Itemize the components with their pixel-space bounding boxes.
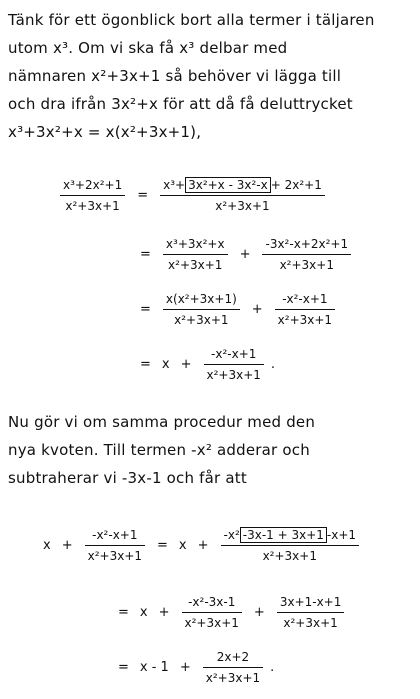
fraction: $\frac{\text{x³+ 3x²+x - 3x²-x + 2x²+1}}{\text{x²+3x+1}}$: [160, 178, 325, 213]
equation-row-3: = $\frac{\text{x(x²+3x+1)}}{\text{x²+3x+1}}$ + $\frac{\text{-x²-x+1}}{\text{x²+3x+1}}$: [132, 292, 339, 327]
equation-row-7: = x - 1 + $\frac{2x+2}{\text{x²+3x+1}}$ .: [118, 650, 275, 685]
fraction: $\frac{\text{x(x²+3x+1)}}{\text{x²+3x+1}}$: [163, 292, 240, 327]
fraction: $\frac{\text{-x²-3x-1}}{\text{x²+3x+1}}$: [182, 595, 242, 630]
fraction: $\frac{\text{-x²-x+1}}{\text{x²+3x+1}}$: [204, 347, 264, 382]
text-line: och dra ifrån 3x²+x för att då få deluttrycket: [8, 95, 353, 113]
equals-sign: =: [137, 188, 149, 203]
equation-row-6: = x + $\frac{\text{-x²-3x-1}}{\text{x²+3x+1}}$ + $\frac{3x+1-x+1}{\text{x²+3x+1}}$: [110, 595, 348, 630]
text-line: Tänk för ett ögonblick bort alla termer i täljaren: [8, 11, 375, 29]
fraction: $\frac{2x+2}{\text{x²+3x+1}}$: [203, 650, 263, 685]
paragraph-next: [8, 408, 416, 492]
equation-row-2: = $\frac{\text{x³+3x²+x}}{\text{x²+3x+1}}$ + $\frac{\text{-3x²-x+2x²+1}}{\text{x²+3x+1}}$: [132, 237, 355, 272]
boxed-term: 3x²+x - 3x²-x: [185, 177, 271, 193]
fraction: $\frac{\text{-x²-x+1}}{\text{x²+3x+1}}$: [85, 528, 145, 563]
fraction: $\frac{\text{x³+2x²+1}}{\text{x²+3x+1}}$: [60, 178, 125, 213]
fraction: $\frac{3x+1-x+1}{\text{x²+3x+1}}$: [277, 595, 345, 630]
text-line: Nu gör vi om samma procedur med den: [8, 413, 316, 431]
text-line: subtraherar vi -3x-1 och får att: [8, 469, 247, 487]
text-line: nya kvoten. Till termen -x² adderar och: [8, 441, 310, 459]
text-line: nämnaren x²+3x+1 så behöver vi lägga till: [8, 67, 342, 85]
equation-row-5: x + $\frac{\text{-x²-x+1}}{\text{x²+3x+1}}$ = x + $\frac{\text{-x² -3x-1 + 3x+1 -x+1}}{\text{x²+3x+1}}$: [40, 528, 363, 563]
fraction: $\frac{\text{-3x²-x+2x²+1}}{\text{x²+3x+1}}$: [262, 237, 351, 272]
equation-row-1: [56, 178, 329, 213]
boxed-term: -3x-1 + 3x+1: [240, 527, 327, 543]
text-line: x³+3x²+x = x(x²+3x+1),: [8, 123, 202, 141]
fraction: $\frac{\text{-x² -3x-1 + 3x+1 -x+1}}{\text{x²+3x+1}}$: [221, 528, 360, 563]
text-line: utom x³. Om vi ska få x³ delbar med: [8, 39, 288, 57]
paragraph-intro: [8, 6, 416, 146]
fraction: $\frac{\text{x³+3x²+x}}{\text{x²+3x+1}}$: [163, 237, 228, 272]
fraction: $\frac{\text{-x²-x+1}}{\text{x²+3x+1}}$: [275, 292, 335, 327]
equation-row-4: = x + $\frac{\text{-x²-x+1}}{\text{x²+3x+1}}$ .: [140, 347, 276, 382]
